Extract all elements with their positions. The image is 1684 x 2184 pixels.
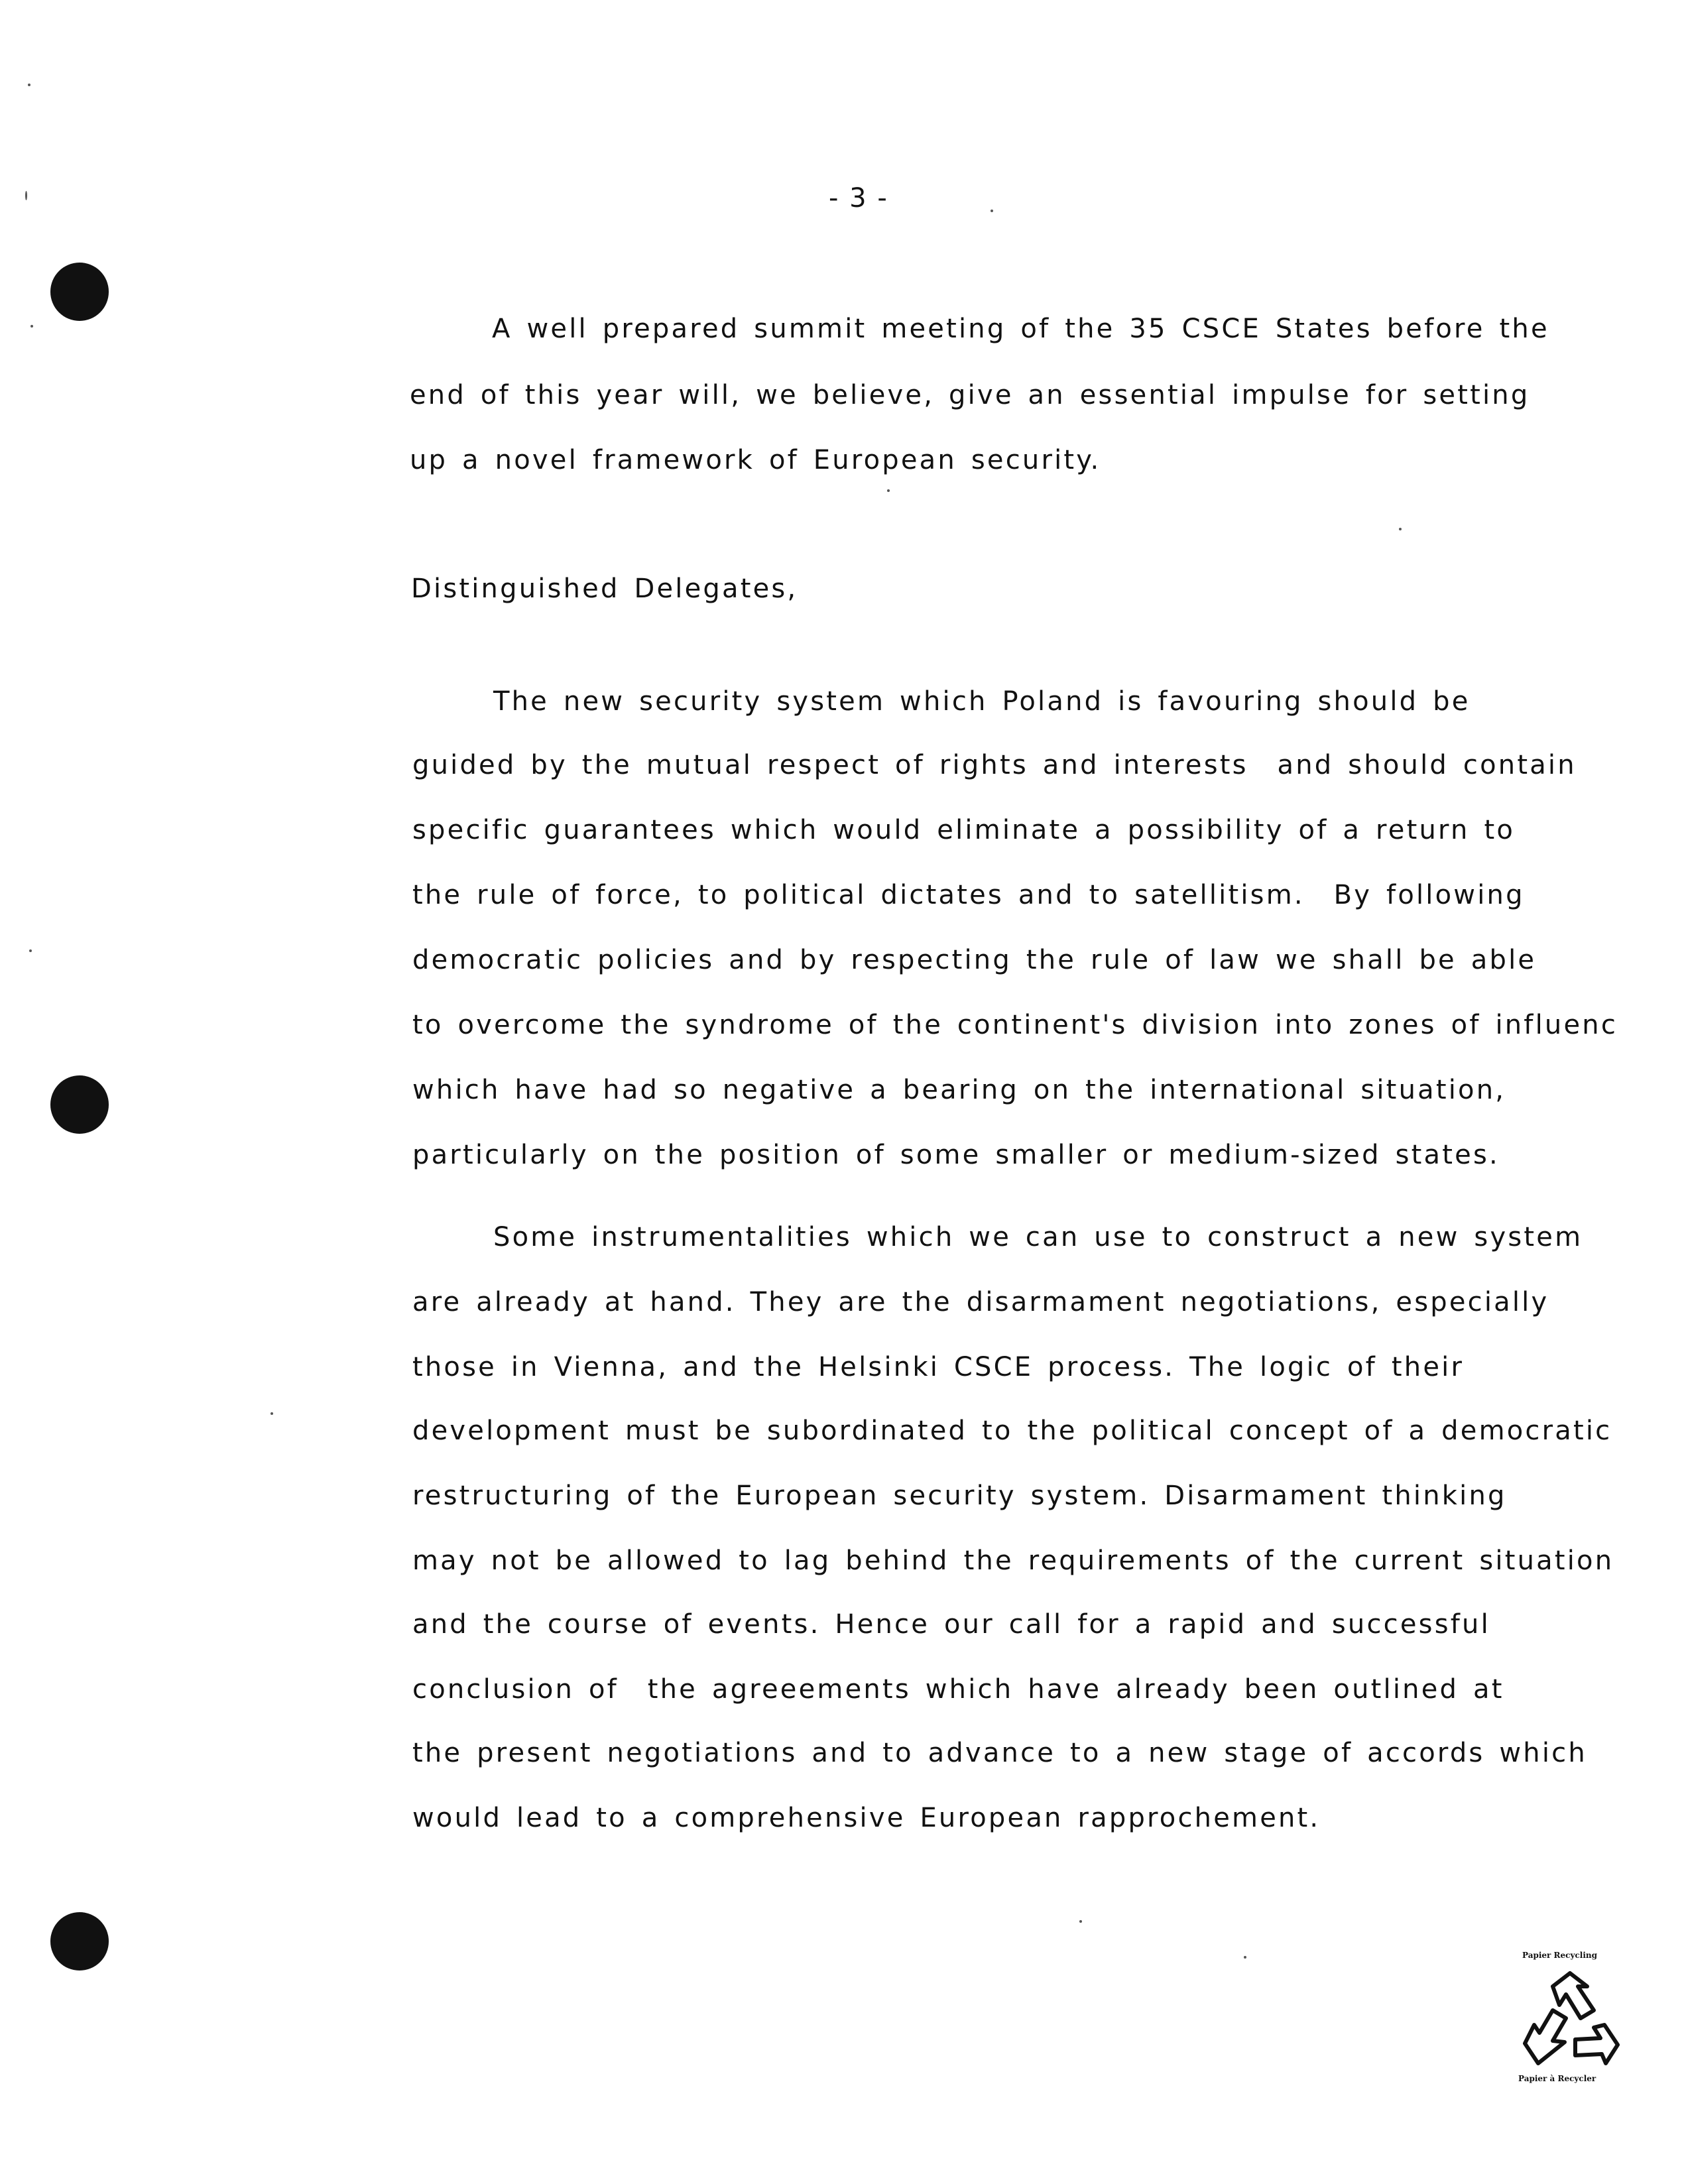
scan-speck: [271, 1412, 273, 1415]
scan-speck: [1244, 1956, 1246, 1959]
text-line: up a novel framework of European security.: [410, 445, 1101, 475]
page-number: - 3 -: [829, 183, 888, 213]
scan-speck: [887, 489, 890, 492]
text-line: the rule of force, to political dictates and to satellitism. By following: [412, 880, 1525, 910]
recycle-icon: [1512, 1967, 1631, 2086]
text-line: development must be subordinated to the political concept of a democratic: [412, 1416, 1612, 1446]
recycle-logo-bottom-text: Papier à Recycler: [1518, 2074, 1596, 2083]
text-line: and the course of events. Hence our call for a rapid and successful: [412, 1609, 1490, 1640]
text-line: may not be allowed to lag behind the requirements of the current situation: [412, 1546, 1614, 1576]
text-line: A well prepared summit meeting of the 35 CSCE States before the: [492, 314, 1549, 344]
text-line: conclusion of the agreeements which have already been outlined at: [412, 1674, 1504, 1705]
scan-speck: [28, 84, 30, 86]
scan-speck: [1399, 528, 1402, 530]
text-line: which have had so negative a bearing on the international situation,: [412, 1075, 1506, 1105]
text-line: Some instrumentalities which we can use to construct a new system: [493, 1222, 1583, 1252]
text-line: the present negotiations and to advance to a new stage of accords which: [412, 1738, 1587, 1768]
punch-hole-bottom: [50, 1912, 109, 1971]
punch-hole-middle: [50, 1075, 109, 1134]
text-line: The new security system which Poland is favouring should be: [493, 686, 1471, 717]
scan-speck: [25, 191, 27, 200]
text-line: guided by the mutual respect of rights and interests and should contain: [412, 750, 1577, 780]
text-line: particularly on the position of some smaller or medium-sized states.: [412, 1140, 1500, 1170]
scan-speck: [1079, 1920, 1082, 1923]
punch-hole-top: [50, 263, 109, 321]
text-line: those in Vienna, and the Helsinki CSCE process. The logic of their: [412, 1352, 1465, 1382]
recycle-logo-top-text: Papier Recycling: [1522, 1951, 1597, 1960]
text-line: are already at hand. They are the disarmament negotiations, especially: [412, 1287, 1549, 1317]
salutation: Distinguished Delegates,: [411, 574, 798, 604]
text-line: end of this year will, we believe, give an essential impulse for setting: [410, 380, 1530, 410]
scan-speck: [29, 949, 32, 952]
text-line: specific guarantees which would eliminate a possibility of a return to: [412, 815, 1516, 845]
scan-speck: [30, 325, 33, 328]
scan-speck: [991, 210, 993, 212]
text-line: would lead to a comprehensive European rapprochement.: [412, 1803, 1321, 1833]
text-line: to overcome the syndrome of the continent's division into zones of influenc: [412, 1010, 1618, 1040]
text-line: restructuring of the European security system. Disarmament thinking: [412, 1481, 1507, 1511]
text-line: democratic policies and by respecting the rule of law we shall be able: [412, 945, 1537, 975]
